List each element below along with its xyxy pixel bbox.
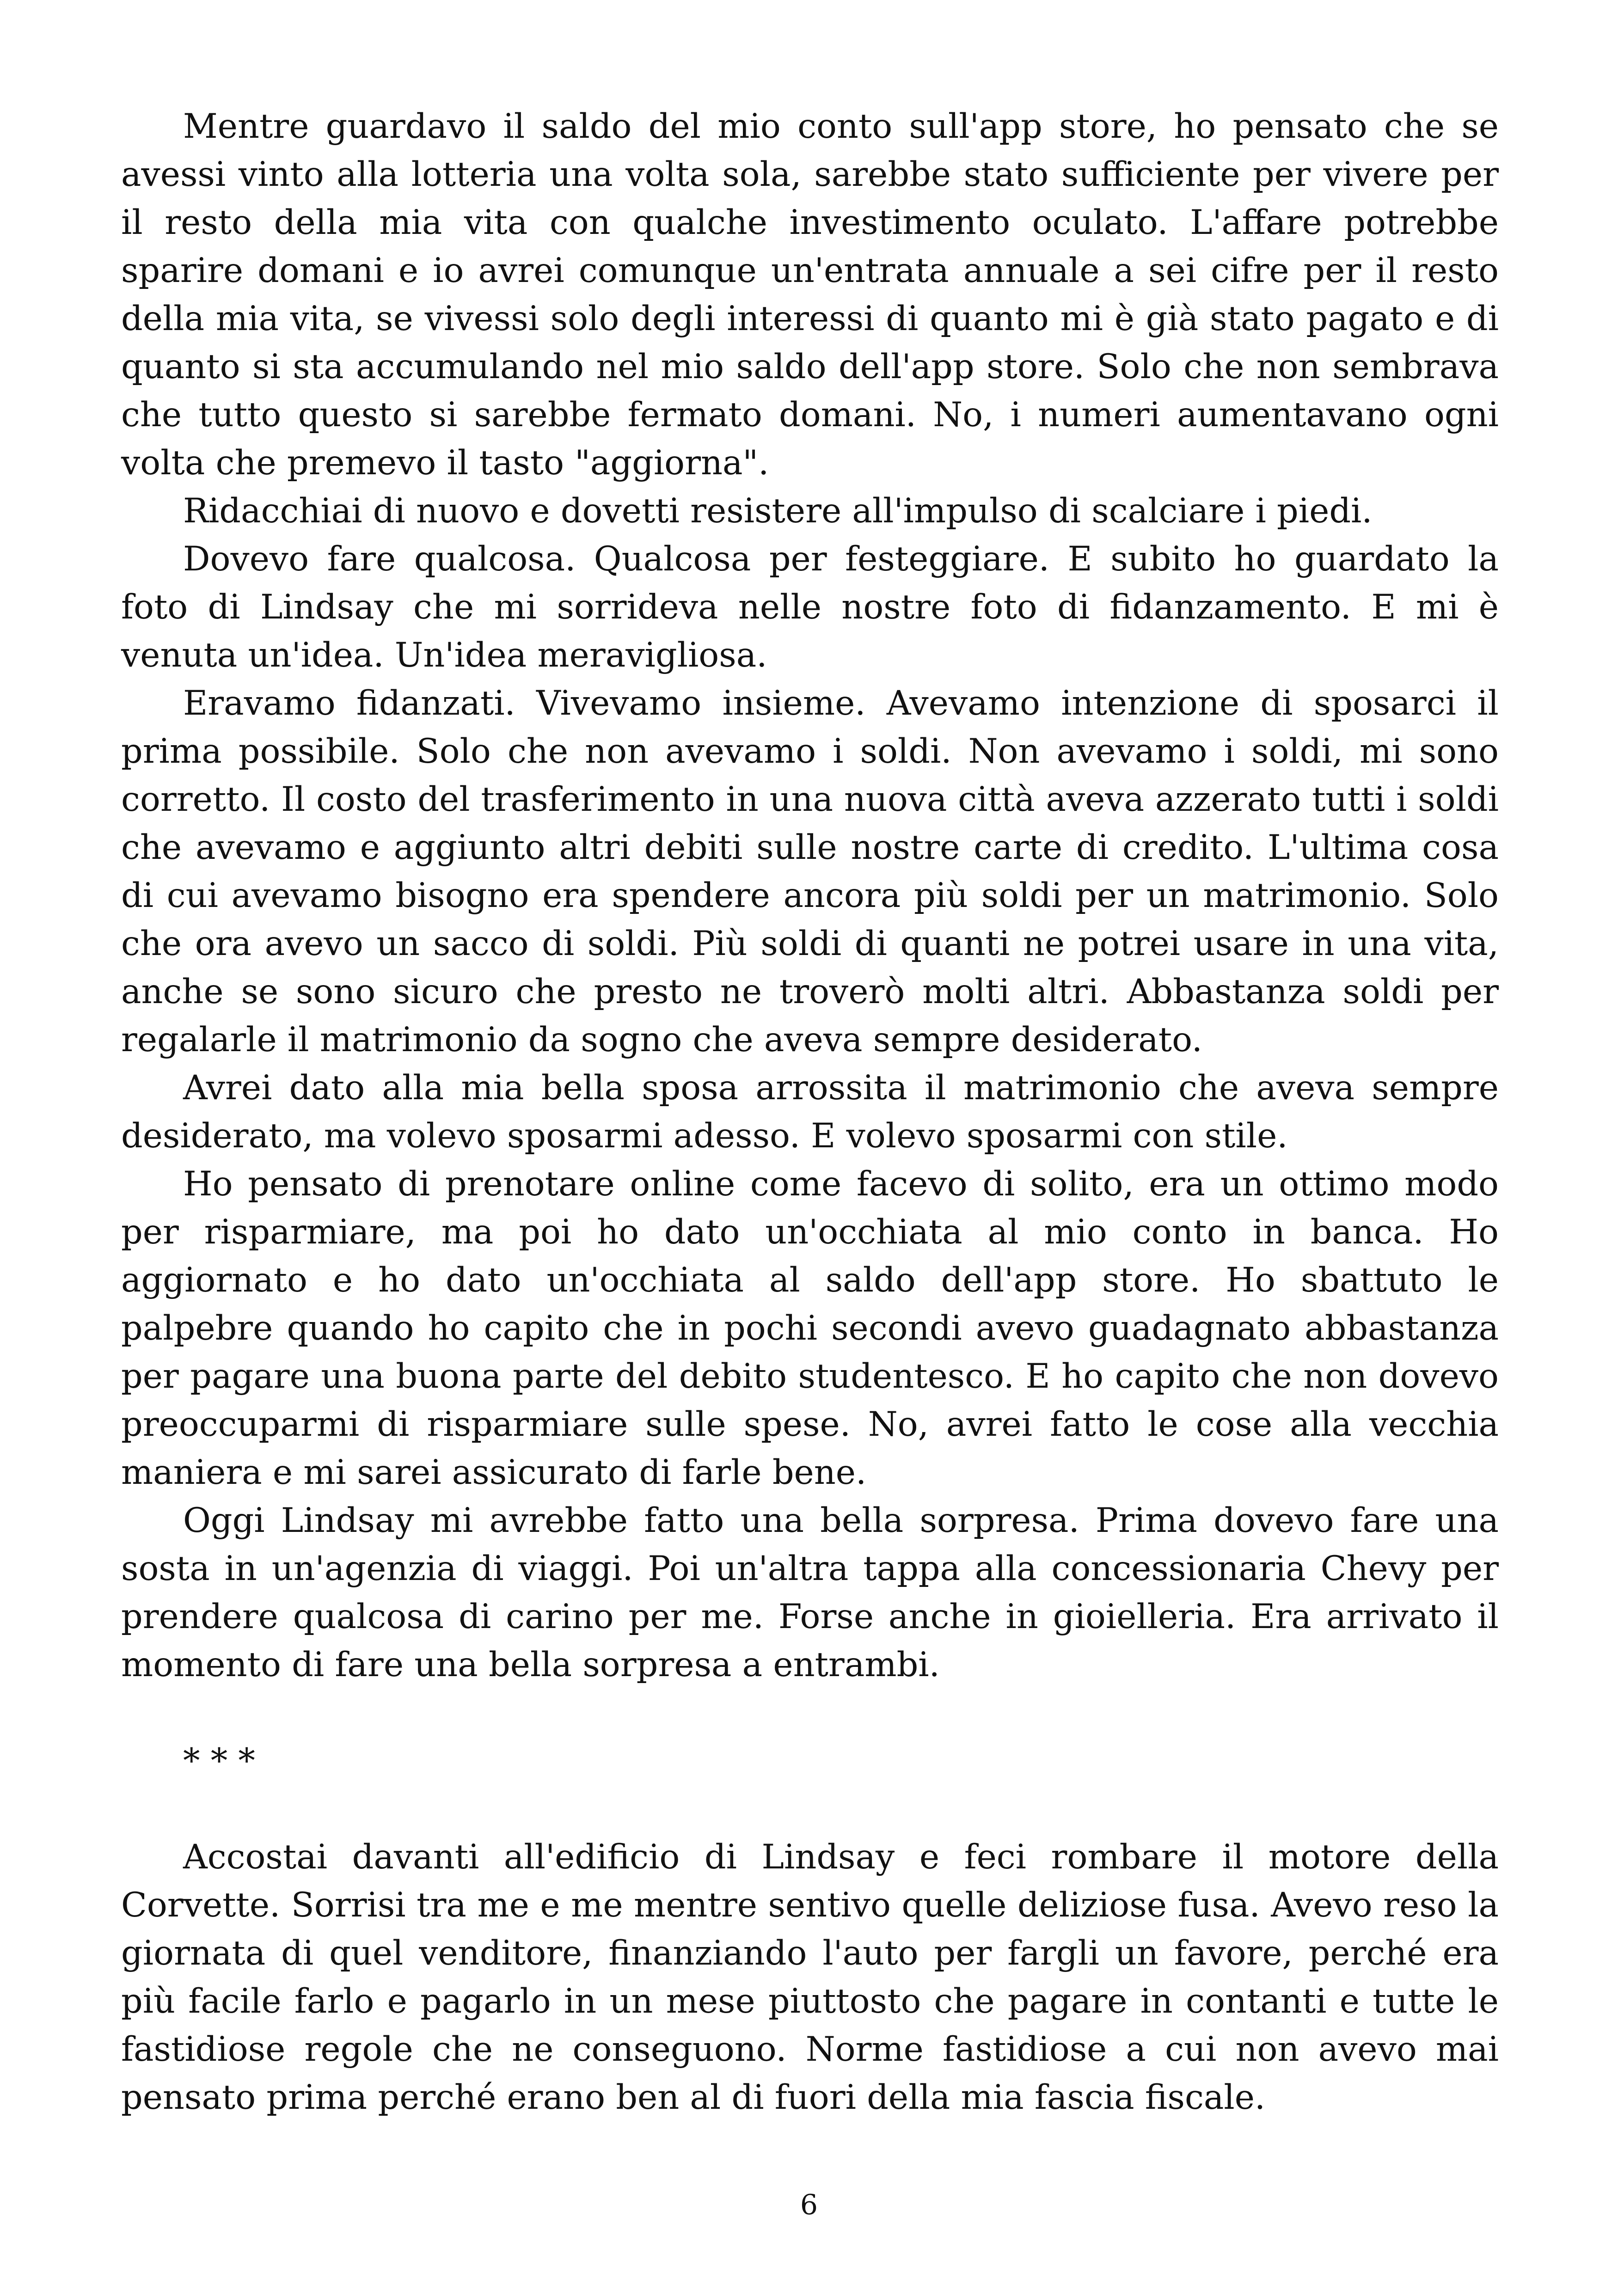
paragraph: Mentre guardavo il saldo del mio conto sull'app store, ho pensato che se avessi vinto alla lotteria una volta sola, sarebbe stato sufficiente per vivere per il resto della mia vita con qualche investimento oculato. L'affare potrebbe sparire domani e io avrei comunque un'entrata annuale a sei cifre per il resto della mia vita, se vivessi solo degli interessi di quanto mi è già stato pagato e di quanto si sta accumulando nel mio saldo dell'app store. Solo che non sembrava che tutto questo si sarebbe fermato domani. No, i numeri aumentavano ogni volta che premevo il tasto "aggiorna". (121, 107, 1499, 483)
scene-separator: * * * (183, 1741, 255, 1781)
page-number: 6 (800, 2189, 818, 2221)
body-text (121, 103, 1499, 2122)
paragraph: Oggi Lindsay mi avrebbe fatto una bella sorpresa. Prima dovevo fare una sosta in un'agenzia di viaggi. Poi un'altra tappa alla concessionaria Chevy per prendere qualcosa di carino per me. Forse anche in gioielleria. Era arrivato il momento di fare una bella sorpresa a entrambi. (121, 1501, 1499, 1684)
paragraph: Avrei dato alla mia bella sposa arrossita il matrimonio che aveva sempre desiderato, ma volevo sposarmi adesso. E volevo sposarmi con stile. (121, 1068, 1499, 1156)
paragraph: Ho pensato di prenotare online come facevo di solito, era un ottimo modo per risparmiare, ma poi ho dato un'occhiata al mio conto in banca. Ho aggiornato e ho dato un'occhiata al saldo dell'app store. Ho sbattuto le palpebre quando ho capito che in pochi secondi avevo guadagnato abbastanza per pagare una buona parte del debito studentesco. E ho capito che non dovevo preoccuparmi di risparmiare sulle spese. No, avrei fatto le cose alla vecchia maniera e mi sarei assicurato di farle bene. (121, 1164, 1499, 1492)
paragraph: Dovevo fare qualcosa. Qualcosa per festeggiare. E subito ho guardato la foto di Lindsay che mi sorrideva nelle nostre foto di fidanzamento. E mi è venuta un'idea. Un'idea meravigliosa. (121, 539, 1499, 675)
paragraph: Accostai davanti all'edificio di Lindsay e feci rombare il motore della Corvette. Sorrisi tra me e me mentre sentivo quelle deliziose fusa. Avevo reso la giornata di quel venditore, finanziando l'auto per fargli un favore, perché era più facile farlo e pagarlo in un mese piuttosto che pagare in contanti e tutte le fastidiose regole che ne conseguono. Norme fastidiose a cui non avevo mai pensato prima perché erano ben al di fuori della mia fascia fiscale. (121, 1837, 1499, 2117)
paragraph: Ridacchiai di nuovo e dovetti resistere all'impulso di scalciare i piedi. (183, 491, 1373, 531)
paragraph: Eravamo fidanzati. Vivevamo insieme. Avevamo intenzione di sposarci il prima possibile. Solo che non avevamo i soldi. Non avevamo i soldi, mi sono corretto. Il costo del trasferimento in una nuova città aveva azzerato tutti i soldi che avevamo e aggiunto altri debiti sulle nostre carte di credito. L'ultima cosa di cui avevamo bisogno era spendere ancora più soldi per un matrimonio. Solo che ora avevo un sacco di soldi. Più soldi di quanti ne potrei usare in una vita, anche se sono sicuro che presto ne troverò molti altri. Abbastanza soldi per regalarle il matrimonio da sogno che aveva sempre desiderato. (121, 684, 1499, 1059)
